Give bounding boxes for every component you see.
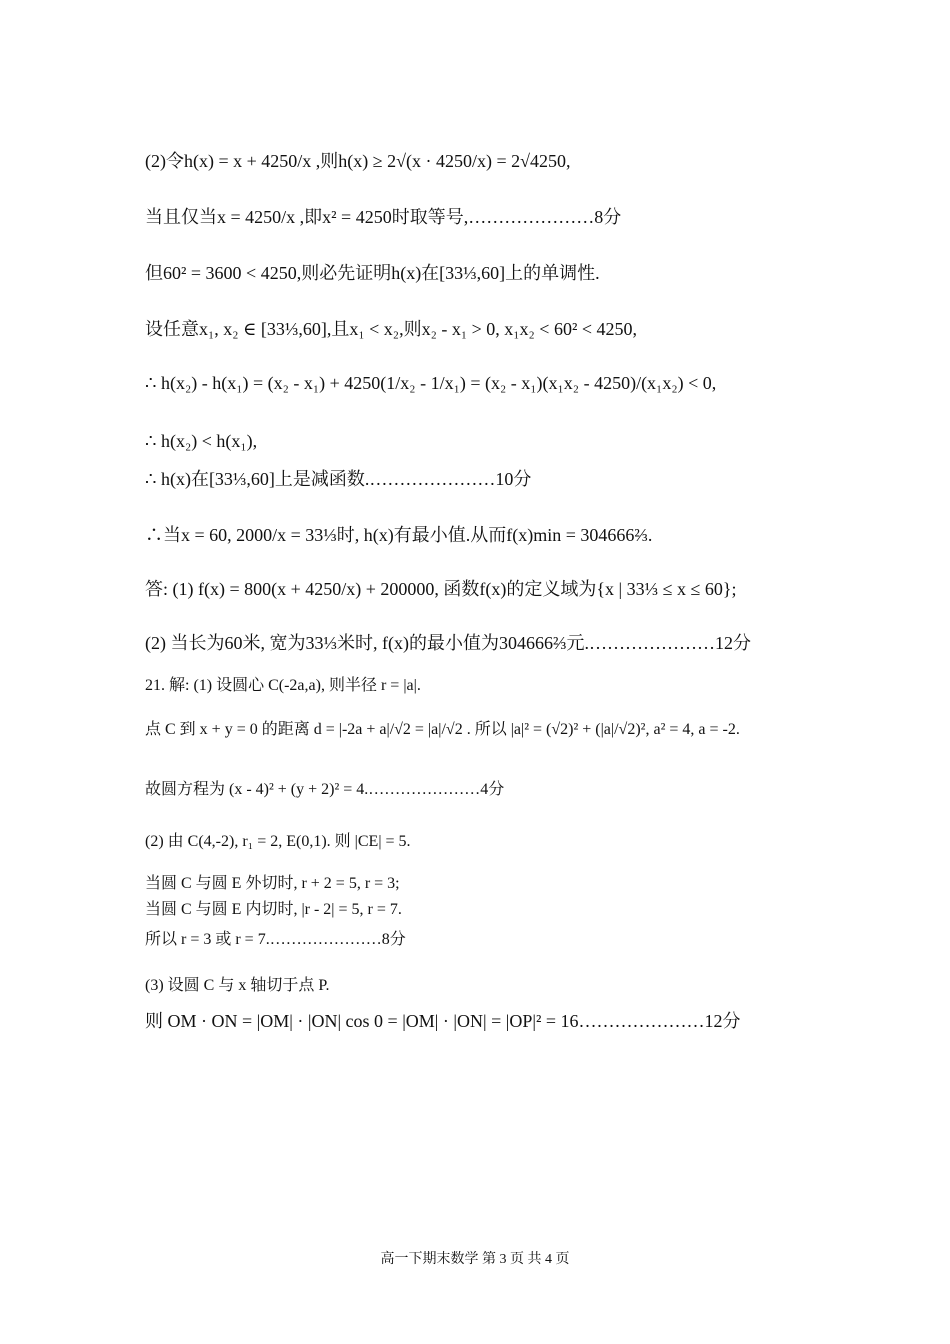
line-2: 当且仅当x = 4250/x ,即x² = 4250时取等号,…………………8分: [145, 207, 622, 227]
line-7: ∴ h(x)在[33⅓,60]上是减函数.…………………10分: [145, 469, 532, 489]
line-4: 设任意x₁, x₂ ∈ [33⅓,60],且x₁ < x₂,则x₂ - x₁ > 0, x₁x₂ < 60² < 4250,: [145, 319, 638, 339]
line-14: (2) 由 C(4,-2), r₁ = 2, E(0,1). 则 |CE| = 5.: [145, 833, 411, 850]
page-footer: 高一下期末数学 第 3 页 共 4 页: [380, 1252, 570, 1267]
line-13: 故圆方程为 (x - 4)² + (y + 2)² = 4.…………………4分: [145, 781, 505, 798]
line-9: 答: (1) f(x) = 800(x + 4250/x) + 200000, 函数f(x)的定义域为{x | 33⅓ ≤ x ≤ 60};: [145, 579, 737, 599]
line-8: ∴当x = 60, 2000/x = 33⅓时, h(x)有最小值.从而f(x)min = 304666⅔.: [145, 525, 653, 545]
line-15: 当圆 C 与圆 E 外切时, r + 2 = 5, r = 3;: [145, 875, 400, 892]
line-5: ∴ h(x₂) - h(x₁) = (x₂ - x₁) + 4250(1/x₂ - 1/x₁) = (x₂ - x₁)(x₁x₂ - 4250)/(x₁x₂) < 0,: [145, 373, 717, 393]
line-6: ∴ h(x₂) < h(x₁),: [145, 431, 258, 451]
line-17: 所以 r = 3 或 r = 7.…………………8分: [145, 931, 406, 948]
line-11: 21. 解: (1) 设圆心 C(-2a,a), 则半径 r = |a|.: [145, 677, 421, 694]
line-1: (2)令h(x) = x + 4250/x ,则h(x) ≥ 2√(x · 4250/x) = 2√4250,: [145, 151, 571, 171]
line-10: (2) 当长为60米, 宽为33⅓米时, f(x)的最小值为304666⅔元.…………………12分: [145, 633, 751, 653]
line-18: (3) 设圆 C 与 x 轴切于点 P.: [145, 977, 330, 994]
line-12: 点 C 到 x + y = 0 的距离 d = |-2a + a|/√2 = |a|/√2 . 所以 |a|² = (√2)² + (|a|/√2)², a² = 4, a = -2.: [145, 721, 740, 738]
line-3: 但60² = 3600 < 4250,则必先证明h(x)在[33⅓,60]上的单调性.: [145, 263, 600, 283]
line-16: 当圆 C 与圆 E 内切时, |r - 2| = 5, r = 7.: [145, 901, 402, 918]
line-19: 则 OM · ON = |OM| · |ON| cos 0 = |OM| · |ON| = |OP|² = 16…………………12分: [145, 1011, 741, 1031]
